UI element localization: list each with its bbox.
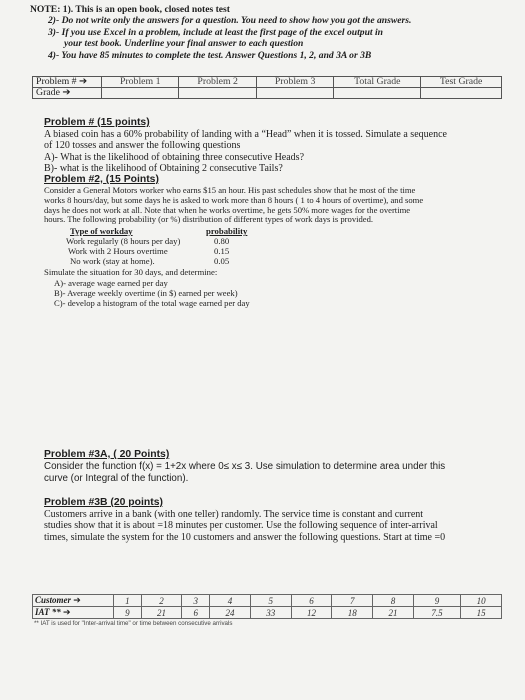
problem-text-block (44, 186, 514, 225)
iat-value: 21 (373, 607, 414, 619)
grade-col-header: Problem 1 (102, 77, 179, 88)
dist-header: Type of workday (70, 226, 133, 237)
cust-table-row-label: IAT ** ➔ (33, 607, 114, 619)
grade-table-row-label: Problem # ➔ (33, 77, 102, 88)
problem-text: curve (or Integral of the function). (44, 472, 189, 484)
arrow-right-icon: ➔ (62, 87, 71, 98)
customer-number: 3 (182, 595, 210, 607)
problem-text: studies show that it is about =18 minutes per customer. Use the following sequence of inter-arrival (44, 520, 438, 532)
customer-number: 10 (461, 595, 502, 607)
arrow-right-icon: ➔ (73, 596, 81, 606)
dist-header: probability (206, 226, 248, 237)
grade-table-row-label: Grade ➔ (33, 88, 102, 99)
problem-text: Consider the function f(x) = 1+2x where 0≤ x≤ 3. Use simulation to determine area under this (44, 461, 446, 472)
problem-text: A biased coin has a 60% probability of landing with a “Head” when it is tossed. Simulate a sequence (44, 129, 447, 140)
dist-prob: 0.05 (214, 256, 230, 267)
customer-number: 8 (373, 595, 414, 607)
customer-number: 4 (210, 595, 251, 607)
note-line: 2)- Do not write only the answers for a question. You need to show how you got the answers. (48, 15, 412, 27)
iat-value: 9 (114, 607, 142, 619)
iat-value: 12 (291, 607, 332, 619)
dist-type: Work regularly (8 hours per day) (66, 236, 181, 247)
customer-number: 2 (141, 595, 182, 607)
iat-value: 24 (210, 607, 251, 619)
customer-number: 1 (114, 595, 142, 607)
problem-text: Customers arrive in a bank (with one teller) randomly. The service time is constant and current (44, 509, 424, 520)
problem-text: days he does not work at all. Note that when he works overtime, he gets 50% more wages for the overtime (44, 204, 411, 215)
grade-cell (334, 88, 421, 99)
exam-notes (30, 4, 510, 61)
customer-number: 9 (413, 595, 460, 607)
problem-text: Consider a General Motors worker who earns $15 an hour. His past schedules show that he most of the time (44, 185, 416, 195)
question: A)- average wage earned per day (54, 278, 168, 289)
question: C)- develop a histogram of the total wage earned per day (54, 297, 250, 308)
iat-value: 21 (141, 607, 182, 619)
dist-prob: 0.15 (214, 246, 230, 257)
problem-text: works 8 hours/day, but some days he is asked to work more than 8 hours ( 1 to 4 hours of overtime), and some (44, 194, 424, 205)
grade-cell (102, 88, 179, 99)
grade-col-header: Total Grade (334, 77, 421, 88)
grade-cell (421, 88, 502, 99)
arrow-right-icon: ➔ (79, 76, 88, 87)
problem-text: A)- What is the likelihood of obtaining three consecutive Heads? (44, 151, 305, 163)
problem-text: times, simulate the system for the 10 customers and answer the following questions. Start at time =0 (44, 531, 446, 543)
note-line: your test book. Underline your final answer to each question (64, 38, 304, 50)
iat-value: 7.5 (413, 607, 460, 619)
grade-col-header: Problem 3 (256, 77, 333, 88)
problem-title: Problem #3A, ( 20 Points) (44, 449, 170, 460)
customer-number: 7 (332, 595, 373, 607)
notes-header: NOTE: 1). This is an open book, closed notes test (30, 4, 230, 15)
iat-value: 18 (332, 607, 373, 619)
iat-value: 6 (182, 607, 210, 619)
iat-footnote: ** IAT is used for "Inter-arrival time" or time between consecutive arrivals (34, 620, 233, 627)
note-line: 3)- If you use Excel in a problem, include at least the first page of the excel output in (48, 26, 383, 38)
customer-iat-table (32, 594, 502, 619)
grade-col-header: Test Grade (421, 77, 502, 88)
problem-text: hours. The following probability (or %) distribution of different types of work days is provided. (44, 214, 374, 225)
iat-value: 33 (250, 607, 291, 619)
problem-title: Problem #2, (15 Points) (44, 174, 159, 185)
problem-title: Problem #3B (20 points) (44, 497, 163, 508)
question: B)- Average weekly overtime (in $) earned per week) (54, 287, 238, 298)
problem-1 (44, 117, 514, 174)
grade-cell (256, 88, 333, 99)
dist-type: No work (stay at home). (70, 256, 155, 267)
customer-number: 6 (291, 595, 332, 607)
grade-table (32, 76, 502, 99)
note-line: 4)- You have 85 minutes to complete the test. Answer Questions 1, 2, and 3A or 3B (48, 49, 372, 61)
customer-number: 5 (250, 595, 291, 607)
arrow-right-icon: ➔ (63, 608, 71, 618)
problem-title: Problem # (15 points) (44, 117, 150, 128)
iat-value: 15 (461, 607, 502, 619)
problem-text: of 120 tosses and answer the following questions (44, 140, 241, 152)
cust-table-row-label: Customer ➔ (33, 595, 114, 607)
problem-3b (44, 497, 514, 543)
problem-2 (44, 174, 514, 309)
dist-prob: 0.80 (214, 236, 230, 247)
problem-text: B)- what is the likelihood of Obtaining 2 consecutive Tails? (44, 162, 283, 174)
grade-cell (179, 88, 256, 99)
workday-distribution (44, 225, 514, 285)
problem-text: Simulate the situation for 30 days, and determine: (44, 267, 218, 278)
grade-col-header: Problem 2 (179, 77, 256, 88)
dist-type: Work with 2 Hours overtime (68, 246, 168, 257)
problem-3a (44, 449, 514, 484)
